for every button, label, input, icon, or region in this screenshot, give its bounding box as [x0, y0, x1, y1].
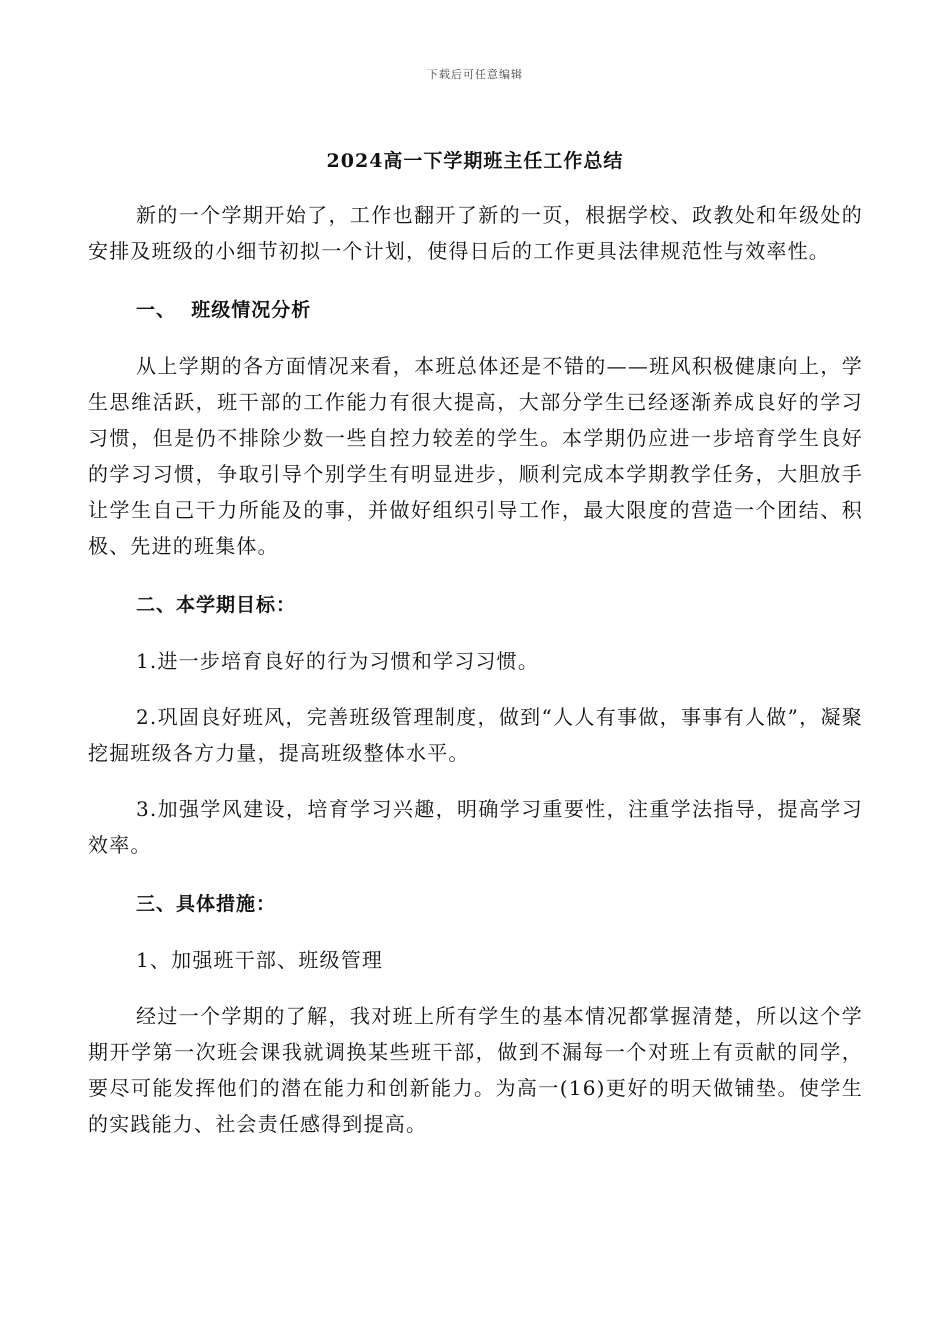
header-note: 下载后可任意编辑	[427, 68, 523, 81]
measure-subheading: 1、加强班干部、班级管理	[136, 948, 384, 972]
intro-paragraph: 新的一个学期开始了，工作也翻开了新的一页，根据学校、政教处和年级处的安排及班级的小细节初拟一个计划，使得日后的工作更具法律规范性与效率性。	[88, 203, 863, 263]
document-body	[88, 170, 863, 1142]
section-heading-3: 三、具体措施：	[136, 893, 277, 915]
measure-paragraph: 经过一个学期的了解，我对班上所有学生的基本情况都掌握清楚，所以这个学期开学第一次班会课我就调换某些班干部，做到不漏每一个对班上有贡献的同学，要尽可能发挥他们的潜在能力和创新能力。为高一(16)更好的明天做铺垫。使学生的实践能力、社会责任感得到提高。	[88, 1004, 863, 1136]
section1-paragraph: 从上学期的各方面情况来看，本班总体还是不错的——班风积极健康向上，学生思维活跃，班干部的工作能力有很大提高，大部分学生已经逐渐养成良好的学习习惯，但是仍不排除少数一些自控力较差的学生。本学期仍应进一步培育学生良好的学习习惯，争取引导个别学生有明显进步，顺利完成本学期教学任务，大胆放手让学生自己干力所能及的事，并做好组织引导工作，最大限度的营造一个团结、积极、先进的班集体。	[88, 354, 863, 558]
section-heading-2: 二、本学期目标：	[136, 594, 297, 616]
goal-item-2: 2.巩固良好班风，完善班级管理制度，做到“人人有事做，事事有人做”，凝聚挖掘班级各方力量，提高班级整体水平。	[88, 705, 863, 765]
section-heading-1: 一、 班级情况分析	[136, 299, 312, 321]
goal-item-1: 1.进一步培育良好的行为习惯和学习习惯。	[136, 649, 540, 673]
goal-item-3: 3.加强学风建设，培育学习兴趣，明确学习重要性，注重学法指导，提高学习效率。	[88, 797, 863, 857]
document-title: 2024高一下学期班主任工作总结	[326, 150, 624, 172]
